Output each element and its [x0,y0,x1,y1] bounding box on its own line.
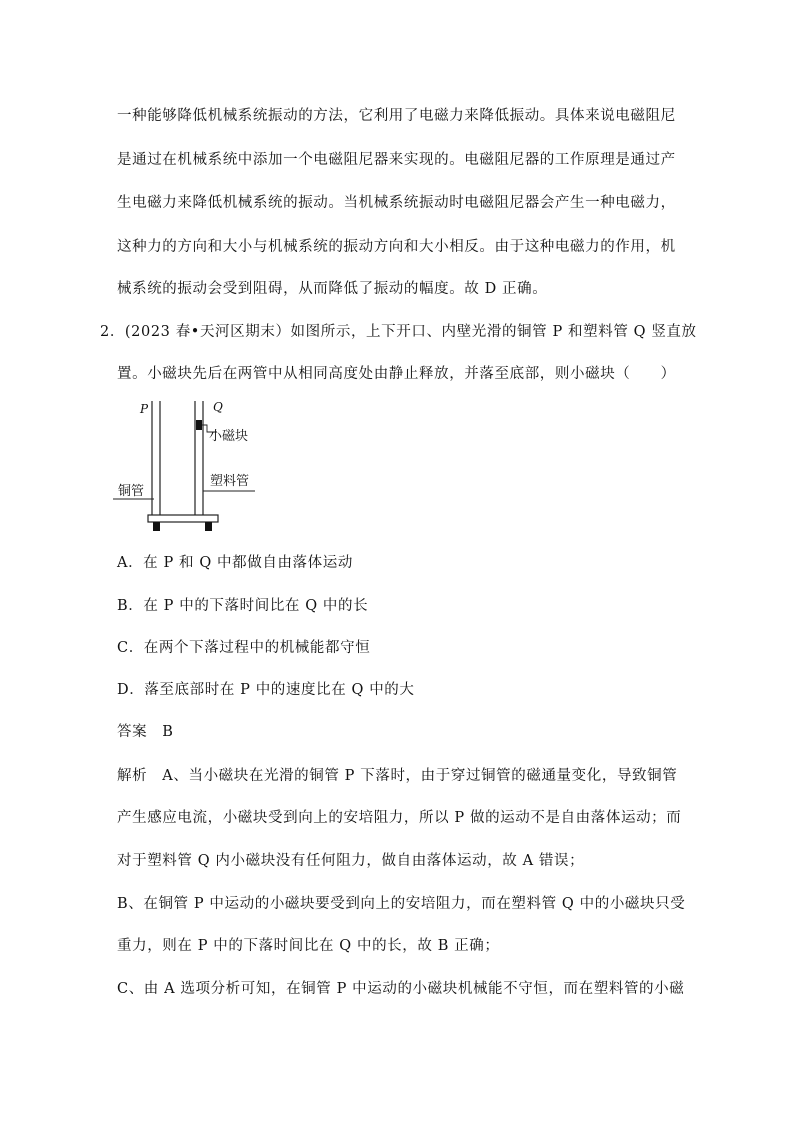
answer: 答案 B [117,724,174,740]
intro-line: 生电磁力来降低机械系统的振动。当机械系统振动时电磁阻尼器会产生一种电磁力， [117,195,676,211]
magnet-block [196,420,202,430]
intro-line: 一种能够降低机械系统振动的方法，它利用了电磁力来降低振动。具体来说电磁阻尼 [117,108,676,124]
label-magnet: 小磁块 [209,429,249,444]
intro-line: 械系统的振动会受到阻碍，从而降低了振动的幅度。故 D 正确。 [117,281,548,297]
stand-foot-right [205,522,212,531]
option-c: C．在两个下落过程中的机械能都守恒 [117,640,371,656]
tube-diagram [110,395,280,540]
question-stem: 2．(2023 春•天河区期末）如图所示，上下开口、内壁光滑的铜管 P 和塑料管 Q 竖直放 [100,324,697,340]
analysis-line: 对于塑料管 Q 内小磁块没有任何阻力，做自由落体运动，故 A 错误； [117,853,585,869]
label-plastic: 塑料管 [210,474,250,489]
label-p: P [140,402,149,416]
analysis-line: C、由 A 选项分析可知，在铜管 P 中运动的小磁块机械能不守恒，而在塑料管的小磁 [117,981,685,997]
intro-line: 是通过在机械系统中添加一个电磁阻尼器来实现的。电磁阻尼器的工作原理是通过产 [117,152,676,168]
analysis-line: 重力，则在 P 中的下落时间比在 Q 中的长，故 B 正确； [117,938,500,954]
analysis-line: 解析 A、当小磁块在光滑的铜管 P 下落时，由于穿过铜管的磁通量变化，导致铜管 [117,768,678,784]
question-stem: 置。小磁块先后在两管中从相同高度处由静止释放，并落至底部，则小磁块（ ） [117,366,676,382]
analysis-line: B、在铜管 P 中运动的小磁块要受到向上的安培阻力，而在塑料管 Q 中的小磁块只受 [117,896,686,912]
label-q: Q [213,400,223,414]
analysis-line: 产生感应电流，小磁块受到向上的安培阻力，所以 P 做的运动不是自由落体运动；而 [117,810,682,826]
option-b: B．在 P 中的下落时间比在 Q 中的长 [117,598,369,614]
tube-diagram-svg [110,395,280,540]
option-d: D．落至底部时在 P 中的速度比在 Q 中的大 [117,682,415,698]
label-copper: 铜管 [118,484,145,499]
stand-foot-left [153,522,160,531]
option-a: A．在 P 和 Q 中都做自由落体运动 [117,555,353,571]
intro-line: 这种力的方向和大小与机械系统的振动方向和大小相反。由于这种电磁力的作用，机 [117,239,676,255]
stand-base [148,515,218,522]
